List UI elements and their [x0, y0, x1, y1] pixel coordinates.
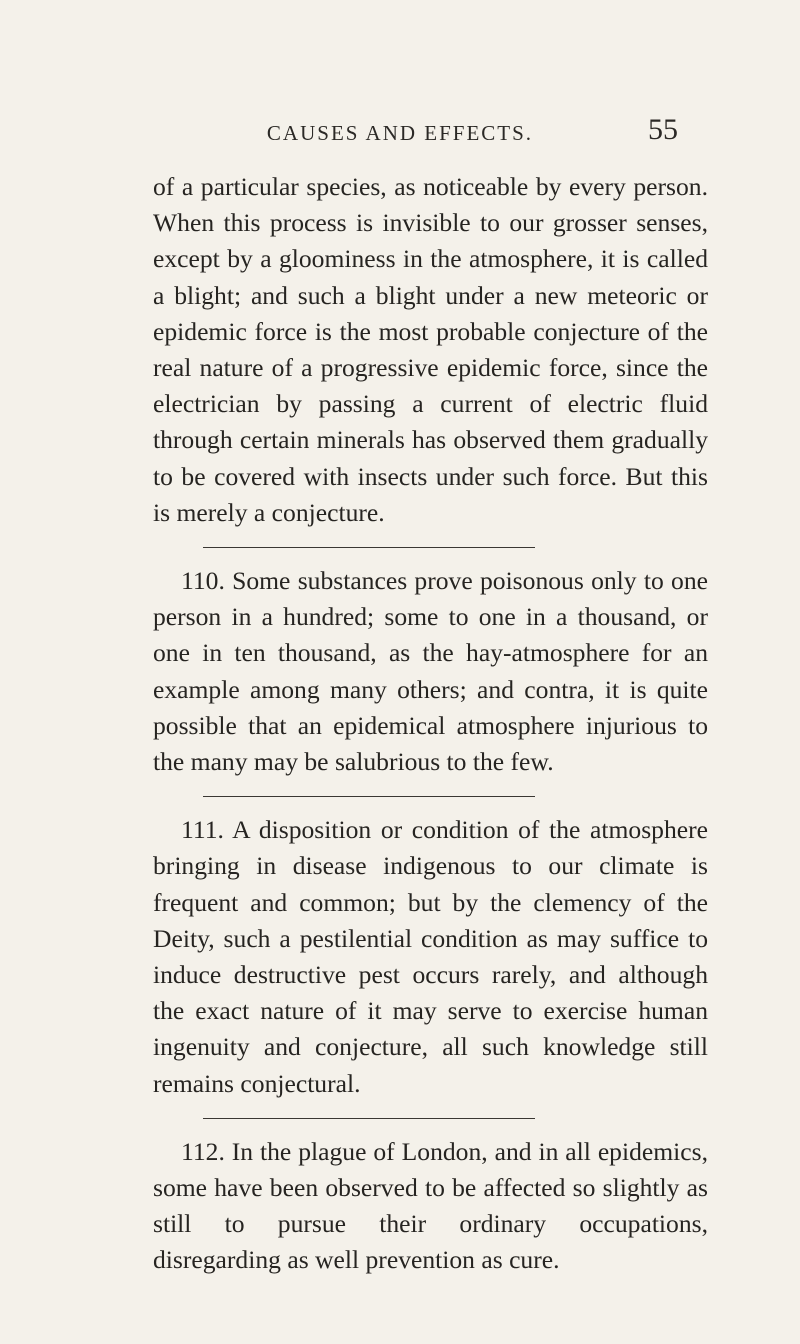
- section-divider: [203, 547, 535, 548]
- section-divider: [203, 796, 535, 797]
- section-divider: [203, 1118, 535, 1119]
- paragraph-111: 111. A disposition or condition of the atmosphere bringing in disease indigenous to our climate is frequent and common; but by the clemency of the Deity, such a pestilential condition as may suffice to induce destructive pest occurs rarely, and although the exact nature of it may serve to exercise human ingenuity and conjecture, all such knowledge still remains conjectural.: [153, 815, 708, 1098]
- running-title: CAUSES AND EFFECTS.: [266, 121, 534, 145]
- running-head: [0, 113, 800, 153]
- paragraph-110: 110. Some substances prove poisonous only to one person in a hundred; some to one in a thousand, or one in ten thousand, as the hay-atmosphere for an example among many others; and contra, it is quite possible that an epidemical atmosphere injurious to the many may be salubrious to the few.: [153, 566, 708, 777]
- body-text: [153, 169, 708, 1279]
- paragraph-continued: of a particular species, as noticeable by every person. When this process is invisible to our grosser senses, except by a gloominess in the atmosphere, it is called a blight; and such a blight under a new meteoric or epidemic force is the most probable conjecture of the real nature of a progressive epidemic force, since the electrician by passing a current of electric fluid through certain minerals has observed them gradually to be covered with insects under such force. But this is merely a conjecture.: [153, 172, 708, 527]
- paragraph-112: 112. In the plague of London, and in all epidemics, some have been observed to be affected so slightly as still to pursue their ordinary occupations, disregarding as well prevention as cure.: [153, 1136, 708, 1275]
- page-number: 55: [648, 113, 678, 146]
